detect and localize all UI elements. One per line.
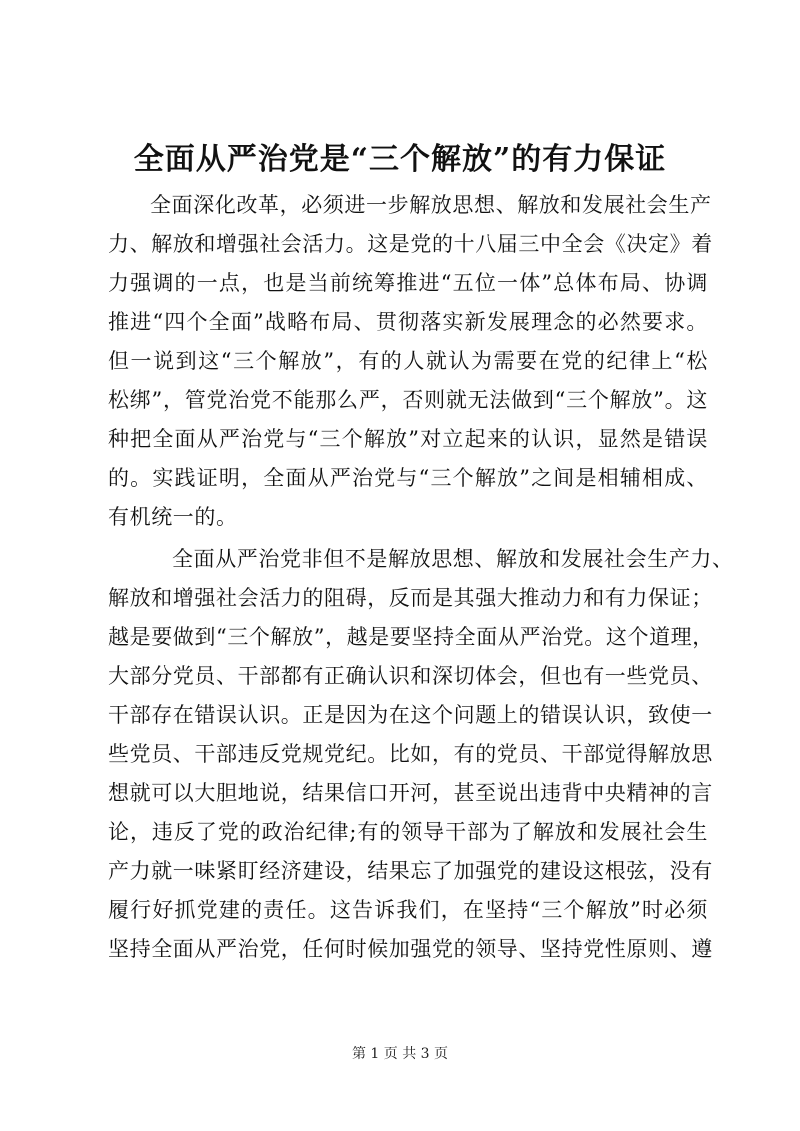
paragraph-line: 种把全面从严治党与“三个解放”对立起来的认识，显然是错误 (108, 427, 708, 451)
paragraph-line: 力强调的一点，也是当前统筹推进“五位一体”总体布局、协调 (108, 271, 708, 295)
paragraph-1 (108, 186, 713, 537)
paragraph-line: 全面从严治党非但不是解放思想、解放和发展社会生产力、 (172, 547, 734, 571)
paragraph-2 (108, 540, 734, 969)
paragraph-line: 产力就一味紧盯经济建设，结果忘了加强党的建设这根弦，没有 (108, 859, 713, 883)
paragraph-line: 干部存在错误认识。正是因为在这个问题上的错误认识，致使一 (108, 703, 713, 727)
page-footer: 第 1 页 共 3 页 (351, 1046, 449, 1062)
paragraph-line: 但一说到这“三个解放”，有的人就认为需要在党的纪律上“松 (108, 349, 708, 373)
paragraph-line: 履行好抓党建的责任。这告诉我们，在坚持“三个解放”时必须 (108, 898, 708, 922)
paragraph-line: 力、解放和增强社会活力。这是党的十八届三中全会《决定》着 (108, 232, 713, 256)
paragraph-line: 论，违反了党的政治纪律;有的领导干部为了解放和发展社会生 (108, 820, 708, 844)
document-title: 全面从严治党是“三个解放”的有力保证 (133, 142, 667, 177)
document-body (108, 186, 734, 969)
paragraph-line: 越是要做到“三个解放”，越是要坚持全面从严治党。这个道理， (108, 625, 714, 649)
paragraph-line: 些党员、干部违反党规党纪。比如，有的党员、干部觉得解放思 (108, 742, 713, 766)
paragraph-line: 松绑”，管党治党不能那么严，否则就无法做到“三个解放”。这 (108, 388, 708, 412)
paragraph-line: 坚持全面从严治党，任何时候加强党的领导、坚持党性原则、遵 (108, 937, 713, 961)
paragraph-line: 的。实践证明，全面从严治党与“三个解放”之间是相辅相成、 (108, 466, 708, 490)
paragraph-line: 解放和增强社会活力的阻碍，反而是其强大推动力和有力保证； (108, 586, 713, 610)
paragraph-line: 有机统一的。 (108, 505, 238, 529)
paragraph-line: 推进“四个全面”战略布局、贯彻落实新发展理念的必然要求。 (108, 310, 708, 334)
paragraph-line: 大部分党员、干部都有正确认识和深切体会，但也有一些党员、 (108, 664, 713, 688)
paragraph-line: 全面深化改革，必须进一步解放思想、解放和发展社会生产 (150, 193, 712, 217)
paragraph-line: 想就可以大胆地说，结果信口开河，甚至说出违背中央精神的言 (108, 781, 713, 805)
